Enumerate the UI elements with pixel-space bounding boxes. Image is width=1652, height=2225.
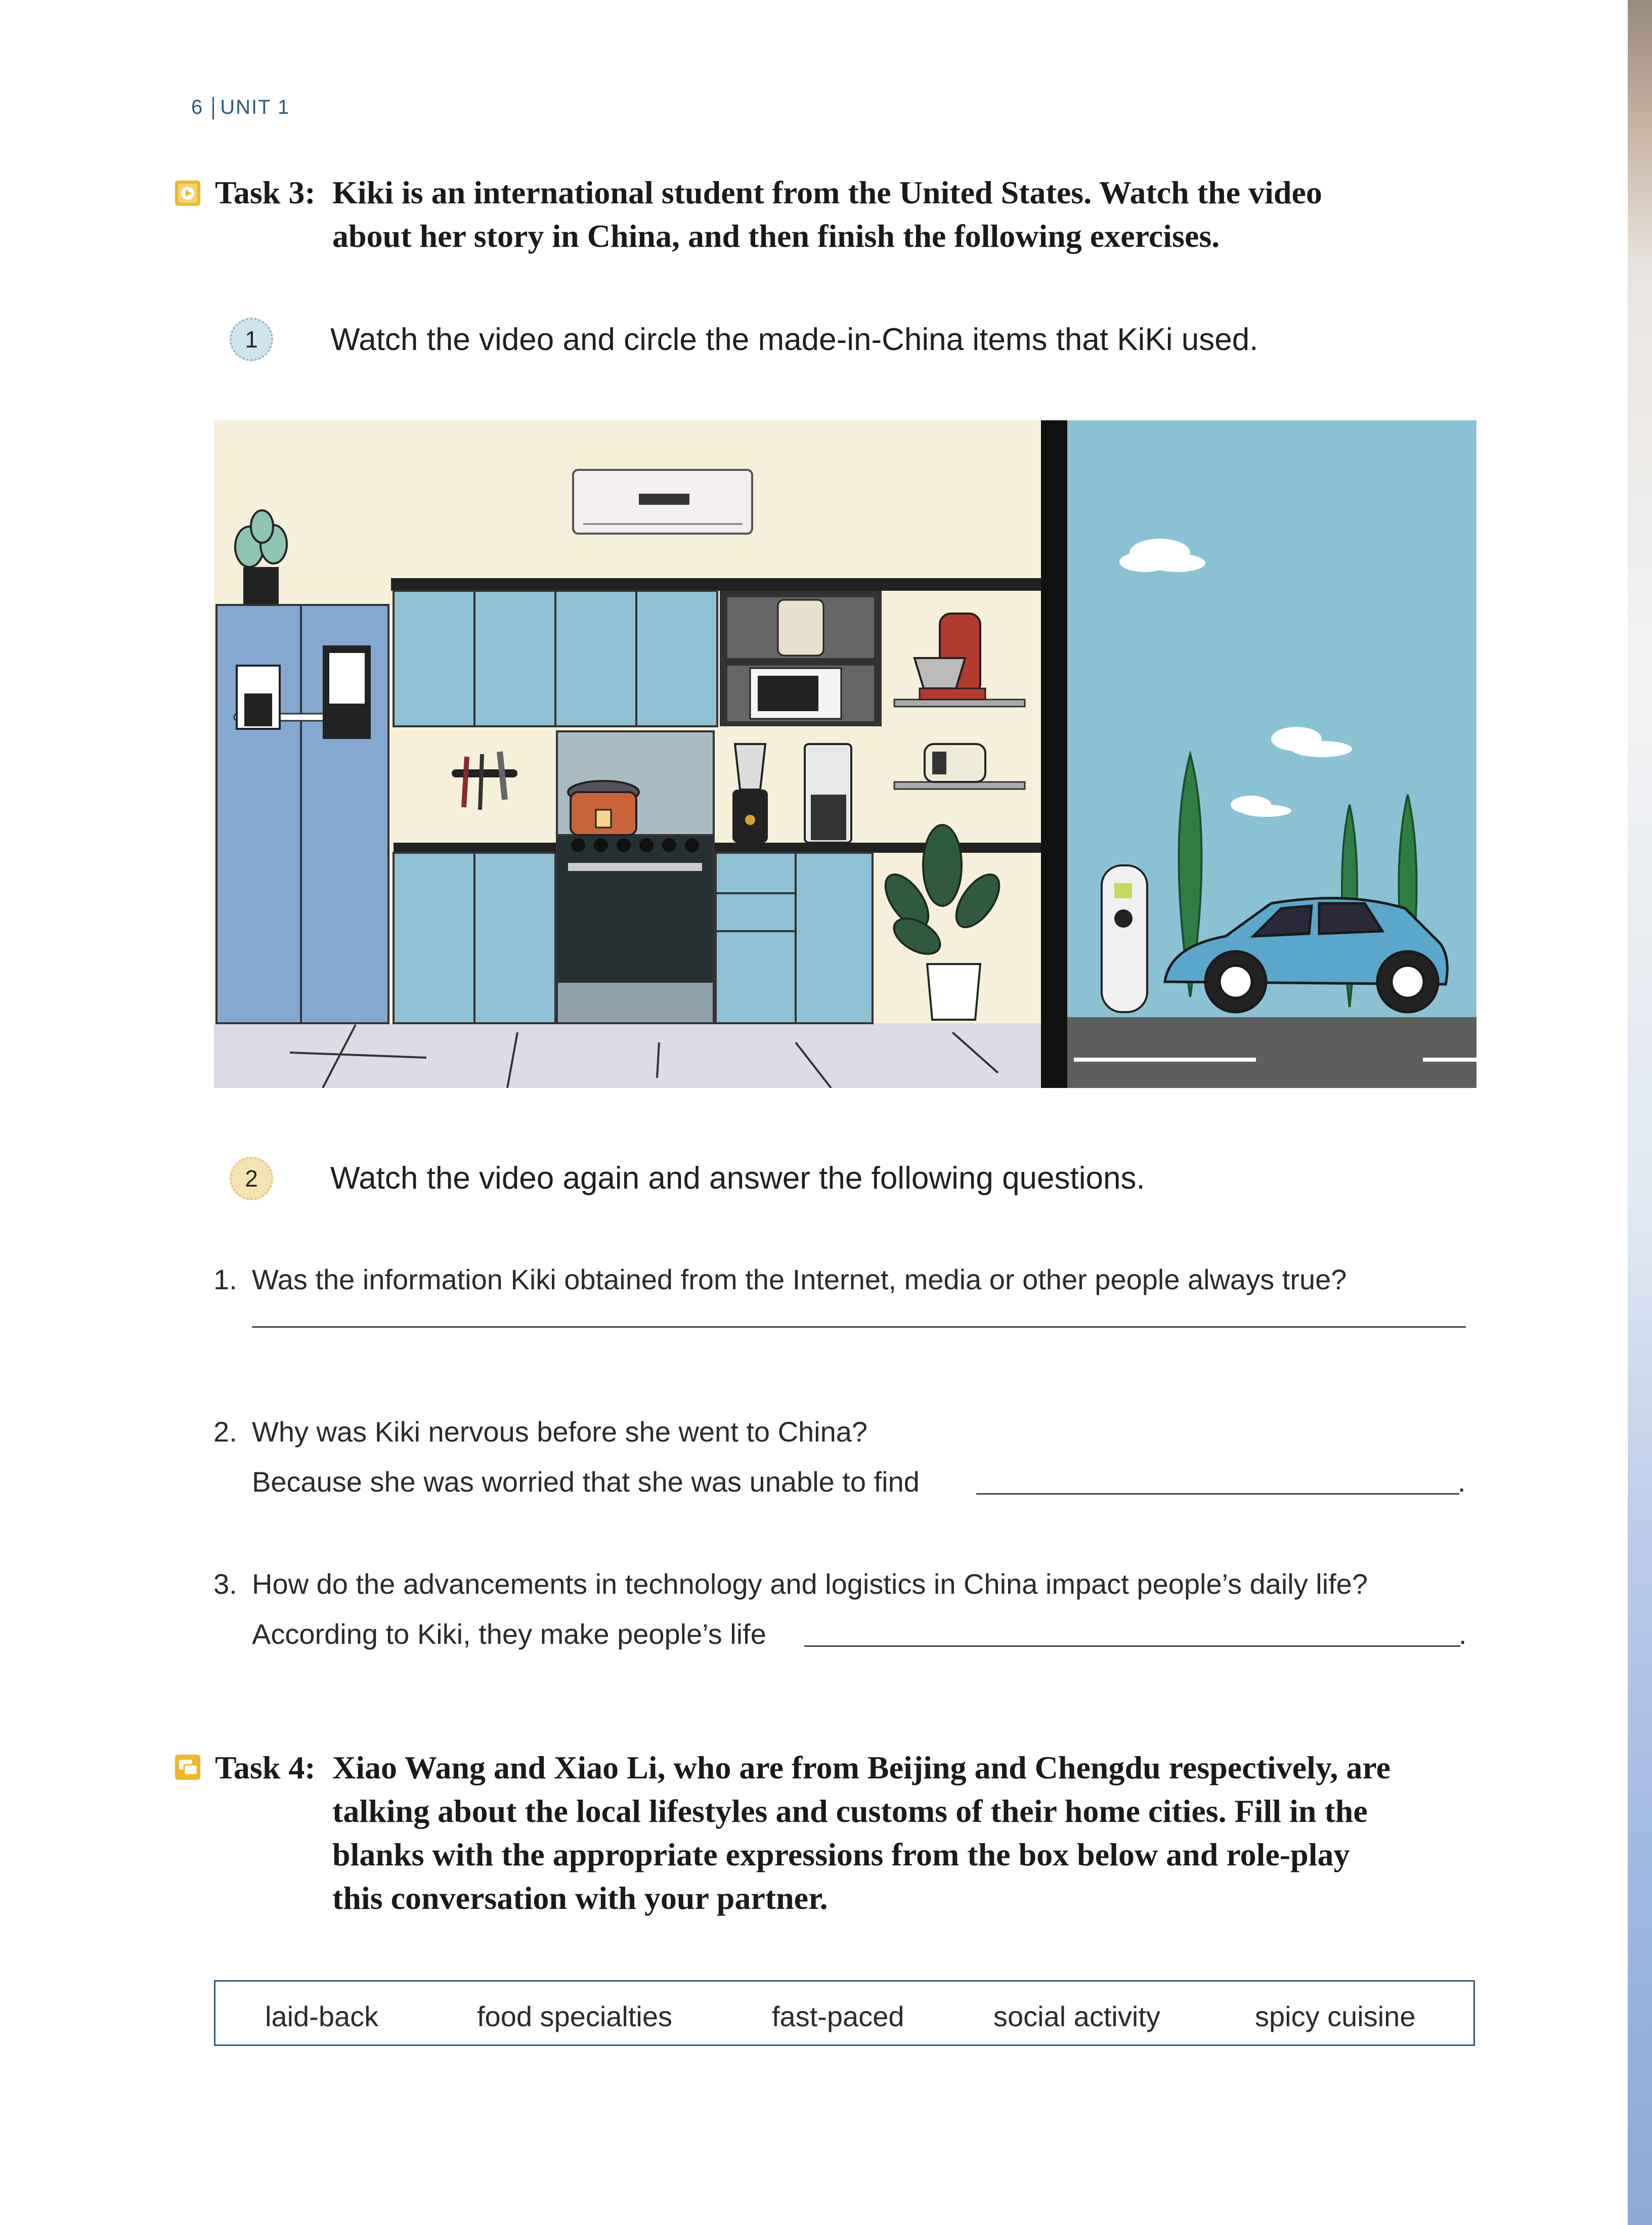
page-edge-photo-strip [1628,0,1652,2225]
page-number: 6 [191,96,204,118]
unit-label: UNIT 1 [220,96,290,118]
task4-line-4: this conversation with your partner. [332,1880,828,1916]
blender-item [732,744,768,843]
answer-blank-2[interactable] [976,1493,1459,1495]
task3-label: Task 3: [215,174,316,210]
question-1-number: 1. [213,1263,237,1295]
question-1-text: Was the information Kiki obtained from the Internet, media or other people always true? [252,1263,1347,1295]
word-box-item: spicy cuisine [1255,2000,1416,2032]
rice-cooker-item [568,781,639,835]
ev-charger-item [1102,865,1147,1012]
question-2 [213,1414,867,1450]
question-3 [213,1566,1368,1602]
exercise-1-instruction: Watch the video and circle the made-in-China items that KiKi used. [330,322,1258,357]
exercise-1-badge: 1 [230,318,273,361]
question-2-text: Why was Kiki nervous before she went to China? [252,1416,868,1448]
question-2-period: . [1458,1466,1466,1498]
task3-line-1: Kiki is an international student from the United States. Watch the video [332,174,1322,210]
answer-blank-3[interactable] [804,1645,1460,1647]
oven-item [557,731,714,1023]
task4-line-1: Xiao Wang and Xiao Li, who are from Beijing and Chengdu respectively, are [332,1750,1391,1785]
word-box-item: laid-back [265,2000,379,2032]
task4-line-2: talking about the local lifestyles and customs of their home cities. Fill in the [332,1793,1368,1829]
question-3-text: How do the advancements in technology and logistics in China impact people’s daily life? [252,1568,1368,1600]
header-divider [212,97,214,119]
microwave-item [750,668,841,719]
refrigerator-item [216,605,388,1023]
kitchen-and-ev-illustration [214,420,1476,1088]
question-2-number: 2. [213,1416,237,1448]
task4-line-3: blanks with the appropriate expressions from the box below and role-play [332,1837,1350,1872]
question-1 [213,1261,1346,1298]
word-box [214,1980,1475,2046]
answer-line-1[interactable] [252,1326,1466,1328]
word-box-item: fast-paced [772,2000,904,2032]
coffee-maker-item [805,744,851,843]
question-3-answer-prefix: According to Kiki, they make people’s life [252,1618,766,1650]
question-3-number: 3. [213,1568,237,1600]
task3-instructions [215,171,1477,258]
word-box-item: social activity [993,2000,1160,2032]
air-conditioner-item [573,470,752,534]
task3-line-2: about her story in China, and then finish the following exercises. [332,218,1220,254]
question-3-period: . [1459,1618,1467,1650]
page-header [191,96,290,119]
play-video-icon [175,181,200,206]
toaster-item [925,744,985,782]
question-2-answer-prefix: Because she was worried that she was unable to find [252,1466,920,1498]
dialogue-icon [175,1755,200,1780]
task4-label: Task 4: [215,1750,316,1785]
exercise-2-instruction: Watch the video again and answer the following questions. [330,1161,1145,1196]
task4-instructions [215,1746,1477,1920]
word-box-item: food specialties [477,2000,673,2032]
exercise-2-badge: 2 [230,1157,273,1200]
